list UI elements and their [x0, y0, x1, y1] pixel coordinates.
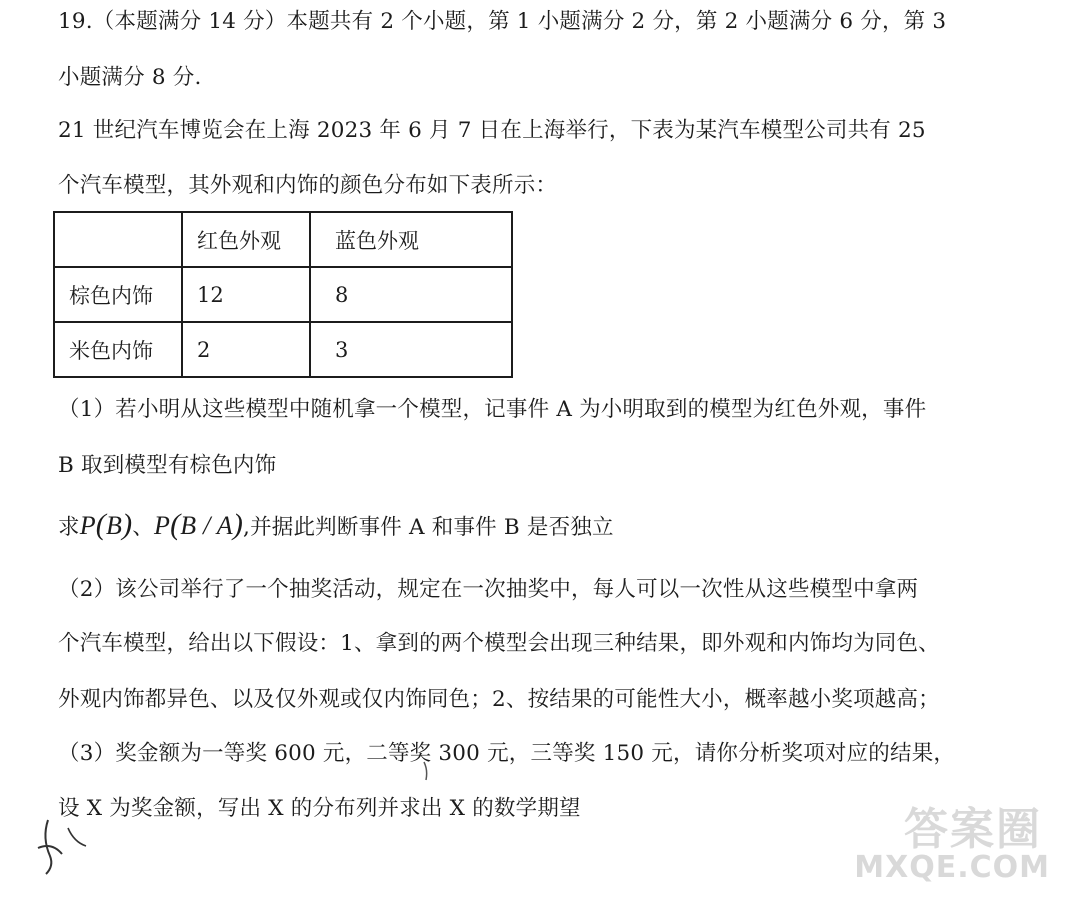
part2-line-1: （2）该公司举行了一个抽奖活动，规定在一次抽奖中，每人可以一次性从这些模型中拿两 [58, 577, 919, 602]
table-header-cell-blue-exterior: 蓝色外观 [310, 212, 512, 267]
site-watermark [854, 793, 1054, 885]
table-row-label: 米色内饰 [54, 322, 182, 377]
part1-line-3 [58, 508, 614, 545]
part2-line-2: 个汽车模型，给出以下假设：1、拿到的两个模型会出现三种结果，即外观和内饰均为同色、 [58, 631, 940, 656]
color-distribution-table [53, 211, 513, 378]
pen-scribble-mark [28, 808, 98, 880]
table-row [54, 267, 512, 322]
table-cell: 3 [310, 322, 512, 377]
part3-line-2: 设 X 为奖金额，写出 X 的分布列并求出 X 的数学期望 [58, 796, 581, 821]
part3-line-1: （3）奖金额为一等奖 600 元，二等奖 300 元，三等奖 150 元，请你分析奖项对应的结果， [58, 741, 956, 766]
problem-header-line-2: 小题满分 8 分. [58, 65, 202, 90]
part1-prefix: 求 [58, 515, 80, 540]
table-row [54, 322, 512, 377]
table-header-cell-empty [54, 212, 182, 267]
part1-line-2: B 取到模型有棕色内饰 [58, 453, 277, 478]
table-header-row [54, 212, 512, 267]
math-p-b: P(B) [79, 508, 133, 541]
table-cell: 12 [182, 267, 310, 322]
problem-header-line-1: 19.（本题满分 14 分）本题共有 2 个小题，第 1 小题满分 2 分，第 2 小题满分 6 分，第 3 [58, 9, 947, 34]
table-row-label: 棕色内饰 [54, 267, 182, 322]
watermark-logo-text: 答案圈 [904, 804, 1042, 855]
part1-line-1: （1）若小明从这些模型中随机拿一个模型，记事件 A 为小明取到的模型为红色外观，事件 [58, 397, 927, 422]
table-header-cell-red-exterior: 红色外观 [182, 212, 310, 267]
intro-line-2: 个汽车模型，其外观和内饰的颜色分布如下表所示： [58, 173, 558, 198]
math-p-b-given-a: P(B / A) [154, 508, 244, 541]
intro-line-1: 21 世纪汽车博览会在上海 2023 年 6 月 7 日在上海举行，下表为某汽车模型公司共有 25 [58, 118, 926, 143]
stray-mark [418, 758, 438, 786]
watermark-url: MXQE.COM [854, 850, 1050, 885]
part1-suffix: ,并据此判断事件 A 和事件 B 是否独立 [243, 515, 614, 540]
part1-separator: 、 [132, 515, 154, 540]
table-cell: 8 [310, 267, 512, 322]
table-cell: 2 [182, 322, 310, 377]
part2-line-3: 外观内饰都异色、以及仅外观或仅内饰同色；2、按结果的可能性大小，概率越小奖项越高； [58, 687, 940, 712]
